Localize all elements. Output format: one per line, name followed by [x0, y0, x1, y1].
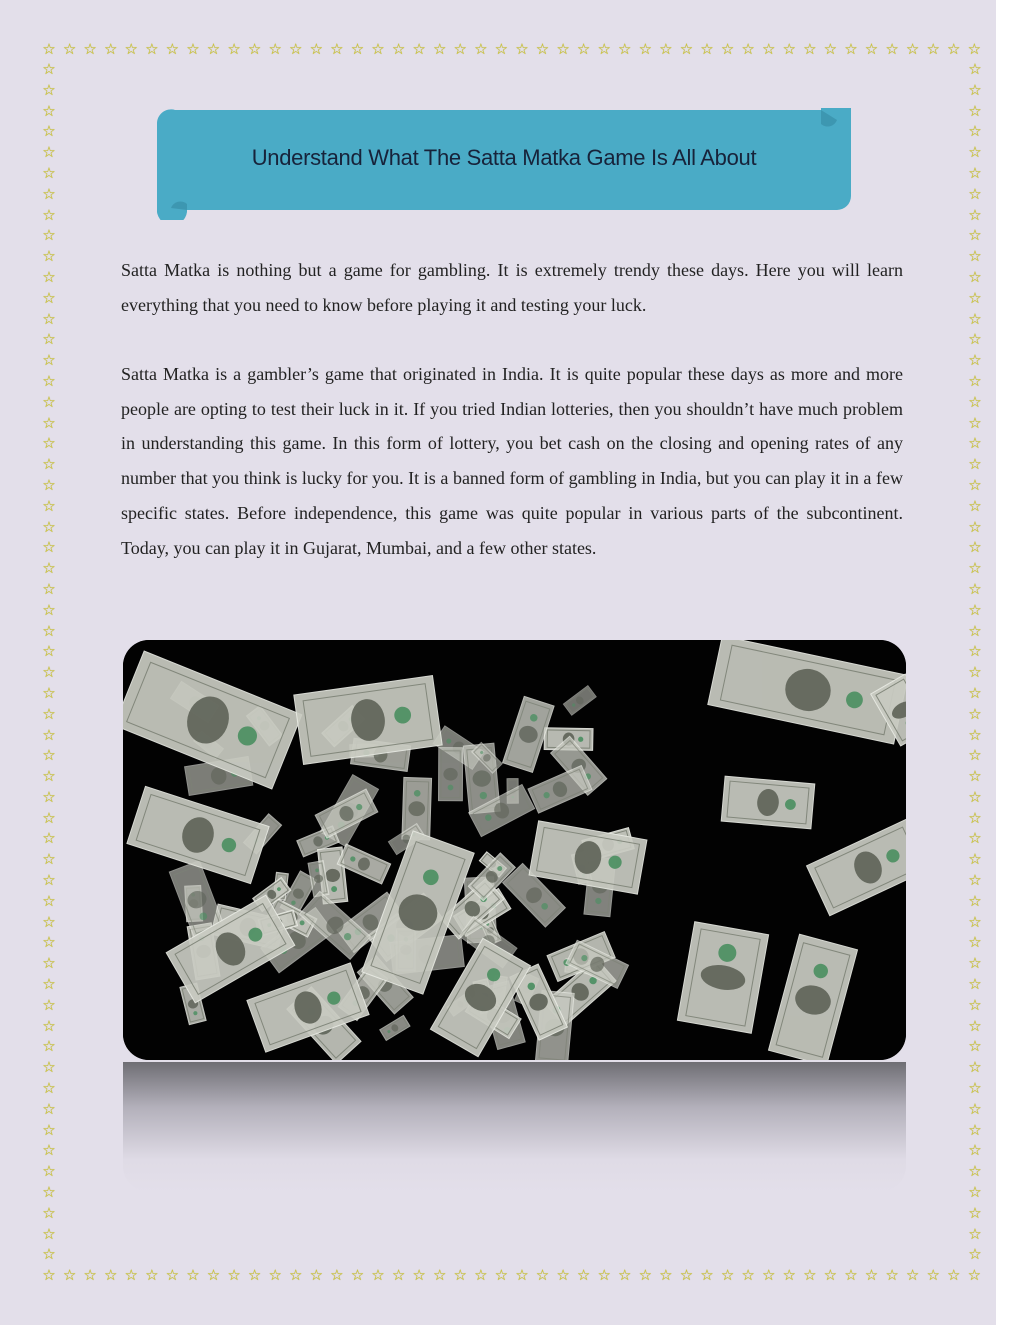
photo-reflection [123, 1062, 906, 1192]
star-icon: ☆ [968, 538, 982, 557]
star-icon: ☆ [556, 40, 570, 58]
star-icon: ☆ [535, 1266, 550, 1284]
star-icon: ☆ [62, 1266, 77, 1284]
star-icon: ☆ [453, 40, 467, 58]
star-icon: ☆ [968, 1162, 982, 1181]
star-icon: ☆ [618, 1266, 632, 1284]
body-paragraph: Satta Matka is a gambler’s game that originated in India. It is quite popular these days as more and more people are opting to test their luck in it. If you tried Indian lotteries, then you shouldn’t have much problem in understanding this game. In this form of lottery, you bet cash on the closing and opening rates of any number that you think is lucky for you. It is a banned form of gambling in India, but you can play it in a few specific states. Before independence, this game was quite popular in various parts of the subcontinent. Today, you can play it in Gujarat, Mumbai, and a few other states. [121, 364, 903, 558]
star-icon: ☆ [103, 1266, 118, 1284]
star-icon: ☆ [42, 912, 56, 931]
star-icon: ☆ [474, 1266, 488, 1284]
star-icon: ☆ [968, 330, 982, 349]
star-icon: ☆ [968, 351, 982, 370]
star-icon: ☆ [803, 40, 817, 58]
star-icon: ☆ [309, 1266, 324, 1284]
star-icon: ☆ [42, 559, 56, 578]
star-icon: ☆ [844, 40, 858, 58]
star-icon: ☆ [42, 1120, 56, 1139]
star-icon: ☆ [42, 309, 56, 328]
star-icon: ☆ [247, 1266, 262, 1284]
page-margin [996, 0, 1024, 1325]
star-icon: ☆ [42, 642, 56, 661]
star-icon: ☆ [350, 40, 365, 58]
star-icon: ☆ [247, 40, 262, 58]
star-icon: ☆ [42, 1037, 56, 1056]
star-icon: ☆ [453, 1266, 467, 1284]
star-icon: ☆ [659, 1266, 673, 1284]
star-icon: ☆ [968, 60, 982, 78]
star-icon: ☆ [947, 40, 961, 58]
star-icon: ☆ [782, 40, 796, 58]
star-icon: ☆ [905, 1266, 920, 1284]
star-icon: ☆ [659, 40, 673, 58]
star-icon: ☆ [926, 1266, 940, 1284]
star-icon: ☆ [432, 1266, 447, 1284]
star-icon: ☆ [968, 1141, 982, 1160]
star-icon: ☆ [576, 1266, 591, 1284]
star-icon: ☆ [968, 621, 982, 640]
star-icon: ☆ [968, 1203, 982, 1222]
star-icon: ☆ [42, 226, 56, 245]
star-icon: ☆ [968, 663, 982, 682]
star-icon: ☆ [124, 40, 138, 58]
star-icon: ☆ [968, 954, 982, 973]
star-icon: ☆ [638, 1266, 653, 1284]
star-icon: ☆ [968, 434, 982, 453]
title-banner [157, 108, 851, 210]
star-icon: ☆ [967, 40, 982, 58]
star-icon: ☆ [968, 808, 982, 827]
star-icon: ☆ [330, 1266, 344, 1284]
star-icon: ☆ [227, 40, 241, 58]
star-icon: ☆ [42, 600, 56, 619]
star-icon: ☆ [968, 1079, 982, 1098]
star-icon: ☆ [42, 579, 56, 598]
star-icon: ☆ [103, 40, 118, 58]
star-icon: ☆ [42, 205, 56, 224]
star-icon: ☆ [145, 40, 159, 58]
star-icon: ☆ [42, 787, 56, 806]
star-icon: ☆ [782, 1266, 796, 1284]
star-icon: ☆ [42, 704, 56, 723]
star-icon: ☆ [227, 1266, 241, 1284]
star-icon: ☆ [412, 1266, 426, 1284]
star-icon: ☆ [968, 1245, 982, 1264]
star-icon: ☆ [42, 746, 56, 765]
star-icon: ☆ [968, 1058, 982, 1077]
star-icon: ☆ [968, 704, 982, 723]
dollar-bill [721, 776, 815, 829]
star-icon: ☆ [42, 1203, 56, 1222]
star-icon: ☆ [968, 829, 982, 848]
star-icon: ☆ [968, 912, 982, 931]
star-icon: ☆ [42, 1162, 56, 1181]
star-icon: ☆ [309, 40, 324, 58]
star-icon: ☆ [803, 1266, 817, 1284]
star-icon: ☆ [42, 288, 56, 307]
star-icon: ☆ [968, 1120, 982, 1139]
star-icon: ☆ [350, 1266, 365, 1284]
star-icon: ☆ [42, 60, 56, 78]
star-icon: ☆ [823, 1266, 838, 1284]
money-photo [123, 640, 906, 1060]
star-icon: ☆ [42, 621, 56, 640]
star-icon: ☆ [700, 1266, 714, 1284]
star-icon: ☆ [926, 40, 940, 58]
star-icon: ☆ [968, 1037, 982, 1056]
star-icon: ☆ [968, 143, 982, 162]
star-icon: ☆ [968, 725, 982, 744]
star-icon: ☆ [474, 40, 488, 58]
star-icon: ☆ [968, 163, 982, 182]
star-icon: ☆ [494, 1266, 509, 1284]
star-icon: ☆ [42, 767, 56, 786]
star-icon: ☆ [42, 413, 56, 432]
page-title: Understand What The Satta Matka Game Is All About [251, 145, 757, 170]
star-icon: ☆ [165, 40, 180, 58]
star-icon: ☆ [42, 1224, 56, 1243]
star-icon: ☆ [42, 683, 56, 702]
star-icon: ☆ [42, 808, 56, 827]
star-icon: ☆ [597, 1266, 611, 1284]
star-icon: ☆ [494, 40, 509, 58]
star-icon: ☆ [968, 392, 982, 411]
star-icon: ☆ [42, 392, 56, 411]
star-icon: ☆ [289, 1266, 303, 1284]
star-icon: ☆ [42, 40, 56, 58]
star-icon: ☆ [42, 850, 56, 869]
star-icon: ☆ [968, 288, 982, 307]
star-icon: ☆ [968, 559, 982, 578]
star-icon: ☆ [597, 40, 611, 58]
star-icon: ☆ [83, 1266, 97, 1284]
star-icon: ☆ [885, 1266, 899, 1284]
star-icon: ☆ [145, 1266, 159, 1284]
star-icon: ☆ [432, 40, 447, 58]
star-icon: ☆ [968, 267, 982, 286]
star-border-top [40, 40, 984, 58]
star-icon: ☆ [42, 1245, 56, 1264]
star-icon: ☆ [289, 40, 303, 58]
star-icon: ☆ [42, 101, 56, 120]
star-icon: ☆ [42, 1079, 56, 1098]
star-icon: ☆ [371, 40, 385, 58]
star-icon: ☆ [42, 1266, 56, 1284]
star-icon: ☆ [968, 101, 982, 120]
star-icon: ☆ [515, 40, 529, 58]
star-icon: ☆ [947, 1266, 961, 1284]
star-icon: ☆ [268, 40, 282, 58]
star-icon: ☆ [42, 434, 56, 453]
star-icon: ☆ [42, 1016, 56, 1035]
star-icon: ☆ [124, 1266, 138, 1284]
star-icon: ☆ [968, 496, 982, 515]
star-icon: ☆ [968, 746, 982, 765]
star-icon: ☆ [968, 933, 982, 952]
star-icon: ☆ [186, 1266, 200, 1284]
star-icon: ☆ [186, 40, 200, 58]
star-icon: ☆ [42, 954, 56, 973]
star-border-bottom [40, 1266, 984, 1284]
star-icon: ☆ [968, 247, 982, 266]
star-icon: ☆ [741, 1266, 755, 1284]
star-border-left [40, 60, 58, 1264]
star-icon: ☆ [42, 330, 56, 349]
star-icon: ☆ [42, 725, 56, 744]
star-icon: ☆ [968, 642, 982, 661]
star-icon: ☆ [206, 40, 221, 58]
star-icon: ☆ [42, 995, 56, 1014]
star-icon: ☆ [700, 40, 714, 58]
star-icon: ☆ [864, 40, 879, 58]
star-icon: ☆ [968, 122, 982, 141]
star-icon: ☆ [391, 40, 406, 58]
star-icon: ☆ [83, 40, 97, 58]
star-icon: ☆ [968, 891, 982, 910]
star-icon: ☆ [515, 1266, 529, 1284]
star-icon: ☆ [42, 933, 56, 952]
star-icon: ☆ [42, 871, 56, 890]
star-icon: ☆ [968, 80, 982, 99]
star-icon: ☆ [62, 40, 77, 58]
star-icon: ☆ [165, 1266, 180, 1284]
star-icon: ☆ [206, 1266, 221, 1284]
star-icon: ☆ [968, 871, 982, 890]
star-icon: ☆ [391, 1266, 406, 1284]
star-icon: ☆ [968, 1099, 982, 1118]
star-icon: ☆ [556, 1266, 570, 1284]
star-icon: ☆ [968, 517, 982, 536]
star-icon: ☆ [268, 1266, 282, 1284]
star-icon: ☆ [42, 891, 56, 910]
star-icon: ☆ [42, 1183, 56, 1202]
star-icon: ☆ [968, 850, 982, 869]
star-icon: ☆ [42, 267, 56, 286]
star-icon: ☆ [968, 995, 982, 1014]
star-icon: ☆ [42, 247, 56, 266]
star-icon: ☆ [967, 1266, 982, 1284]
star-icon: ☆ [761, 1266, 776, 1284]
star-icon: ☆ [42, 163, 56, 182]
star-icon: ☆ [679, 40, 694, 58]
star-icon: ☆ [42, 143, 56, 162]
star-icon: ☆ [638, 40, 653, 58]
star-icon: ☆ [42, 455, 56, 474]
star-icon: ☆ [968, 226, 982, 245]
star-border-right [966, 60, 984, 1264]
dollar-bill [438, 748, 462, 801]
star-icon: ☆ [968, 600, 982, 619]
star-icon: ☆ [968, 1016, 982, 1035]
star-icon: ☆ [864, 1266, 879, 1284]
star-icon: ☆ [968, 371, 982, 390]
star-icon: ☆ [968, 1183, 982, 1202]
star-icon: ☆ [42, 475, 56, 494]
star-icon: ☆ [42, 517, 56, 536]
star-icon: ☆ [412, 40, 426, 58]
star-icon: ☆ [42, 80, 56, 99]
intro-paragraph: Satta Matka is nothing but a game for gambling. It is extremely trendy these days. Here you will learn everything that you need to know before playing it and testing your luck. [121, 260, 903, 315]
star-icon: ☆ [761, 40, 776, 58]
star-icon: ☆ [741, 40, 755, 58]
star-icon: ☆ [968, 1224, 982, 1243]
star-icon: ☆ [330, 40, 344, 58]
star-icon: ☆ [968, 579, 982, 598]
star-icon: ☆ [42, 351, 56, 370]
star-icon: ☆ [968, 767, 982, 786]
star-icon: ☆ [968, 455, 982, 474]
star-icon: ☆ [371, 1266, 385, 1284]
star-icon: ☆ [968, 413, 982, 432]
star-icon: ☆ [844, 1266, 858, 1284]
star-icon: ☆ [42, 122, 56, 141]
star-icon: ☆ [823, 40, 838, 58]
star-icon: ☆ [42, 975, 56, 994]
falling-dollar-bills-image [123, 640, 906, 1060]
star-icon: ☆ [885, 40, 899, 58]
star-icon: ☆ [720, 1266, 735, 1284]
star-icon: ☆ [968, 475, 982, 494]
star-icon: ☆ [968, 205, 982, 224]
star-icon: ☆ [42, 663, 56, 682]
star-icon: ☆ [576, 40, 591, 58]
star-icon: ☆ [535, 40, 550, 58]
star-icon: ☆ [968, 683, 982, 702]
star-icon: ☆ [968, 975, 982, 994]
star-icon: ☆ [42, 1058, 56, 1077]
star-icon: ☆ [720, 40, 735, 58]
star-icon: ☆ [42, 1099, 56, 1118]
star-icon: ☆ [42, 1141, 56, 1160]
star-icon: ☆ [968, 184, 982, 203]
star-icon: ☆ [679, 1266, 694, 1284]
star-icon: ☆ [42, 538, 56, 557]
star-icon: ☆ [42, 829, 56, 848]
star-icon: ☆ [42, 371, 56, 390]
star-icon: ☆ [905, 40, 920, 58]
star-icon: ☆ [618, 40, 632, 58]
star-icon: ☆ [968, 309, 982, 328]
star-icon: ☆ [42, 184, 56, 203]
star-icon: ☆ [42, 496, 56, 515]
star-icon: ☆ [968, 787, 982, 806]
